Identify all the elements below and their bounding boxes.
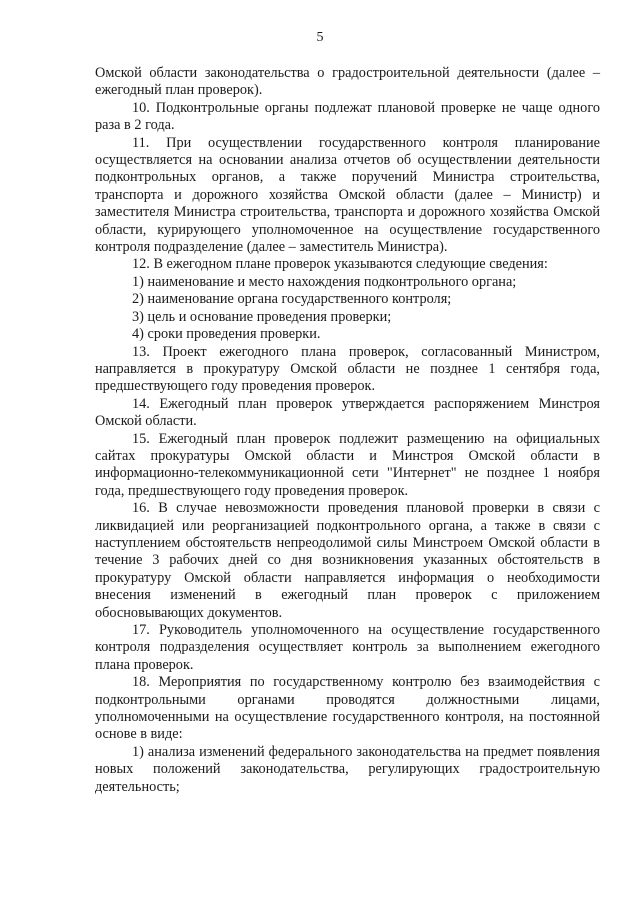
paragraph-item-11: 11. При осуществлении государственного контроля планирование осуществляется на основании анализа отчетов об осуществлении деятельности подконтрольных органов, а также поручений Министра строительства, транспорта и дорожного хозяйства Омской области (далее – Министр) и заместителя Министра строительства, транспорта и дорожного хозяйства Омской области, курирующего уполномоченное на осуществление государственного контроля подразделение (далее – заместитель Министра).	[95, 134, 600, 256]
paragraph-item-12: 12. В ежегодном плане проверок указываются следующие сведения:	[132, 256, 548, 273]
list-item-12-1: 1) наименование и место нахождения подконтрольного органа;	[132, 273, 517, 290]
document-body	[95, 65, 600, 796]
page-number: 5	[316, 30, 324, 45]
list-item-12-4: 4) сроки проведения проверки.	[132, 326, 321, 343]
paragraph-continuation: Омской области законодательства о градостроительной деятельности (далее – ежегодный план проверок).	[95, 65, 600, 99]
list-item-12-2: 2) наименование органа государственного контроля;	[132, 291, 452, 308]
paragraph-item-18: 18. Мероприятия по государственному контролю без взаимодействия с подконтрольными органами проводятся должностными лицами, уполномоченными на осуществление государственного контроля, на постоянной основе в виде:	[95, 674, 600, 743]
paragraph-item-16: 16. В случае невозможности проведения плановой проверки в связи с ликвидацией или реорганизацией подконтрольного органа, а также в связи с наступлением обстоятельств непреодолимой силы Минстроем Омской области в течение 3 рабочих дней со дня возникновения указанных обстоятельств в прокуратуру Омской области направляется информация о необходимости внесения изменений в ежегодный план проверок с приложением обосновывающих документов.	[95, 500, 600, 621]
paragraph-item-10: 10. Подконтрольные органы подлежат плановой проверке не чаще одного раза в 2 года.	[95, 99, 600, 134]
paragraph-item-15: 15. Ежегодный план проверок подлежит размещению на официальных сайтах прокуратуры Омской области и Минстроя Омской области в информационно-телекоммуникационной сети "Интернет" не позднее 1 ноября года, предшествующего году проведения проверок.	[95, 430, 600, 499]
paragraph-item-14: 14. Ежегодный план проверок утверждается распоряжением Минстроя Омской области.	[95, 395, 600, 430]
list-item-18-1: 1) анализа изменений федерального законодательства на предмет появления новых положений законодательства, регулирующих градостроительную деятельность;	[95, 743, 600, 795]
paragraph-item-13: 13. Проект ежегодного плана проверок, согласованный Министром, направляется в прокуратуру Омской области не позднее 1 сентября года, предшествующего году проведения проверок.	[95, 343, 600, 395]
paragraph-item-17: 17. Руководитель уполномоченного на осуществление государственного контроля подразделения осуществляет контроль за выполнением ежегодного плана проверок.	[95, 622, 600, 673]
list-item-12-3: 3) цель и основание проведения проверки;	[132, 308, 392, 325]
